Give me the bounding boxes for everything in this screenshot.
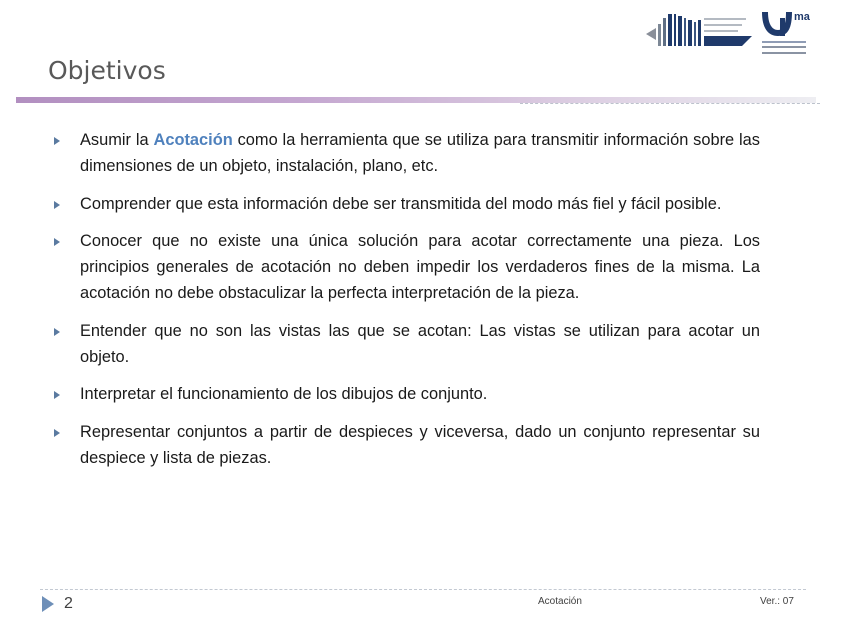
page-number: 2: [64, 595, 73, 612]
department-logo: [646, 10, 754, 50]
objective-item: [52, 319, 760, 371]
bullet-arrow-icon: [54, 201, 60, 209]
objective-text: Asumir la: [80, 131, 154, 149]
bullet-arrow-icon: [54, 429, 60, 437]
objective-text: Conocer que no existe una única solución para acotar correctamente una pieza. Los principios generales de acotación no deben impedir los verdaderos fines de la misma. La acotación no debe obstaculizar la perfecta interpretación de la pieza.: [80, 232, 760, 302]
bullet-arrow-icon: [54, 238, 60, 246]
footer-arrow-icon: [42, 596, 54, 612]
bullet-arrow-icon: [54, 328, 60, 336]
objective-text: Comprender que esta información debe ser transmitida del modo más fiel y fácil posible.: [80, 194, 722, 213]
objective-item: [52, 192, 760, 218]
university-logo: [758, 8, 810, 62]
title-dotted-line: [520, 103, 820, 104]
objective-item: [52, 382, 760, 408]
footer-topic: Acotación: [538, 596, 582, 607]
objective-item: [52, 420, 760, 472]
objective-item: [52, 229, 760, 306]
objective-text: como la herramienta que se utiliza para transmitir información sobre las dimensiones de un objeto, instalación, plano, etc.: [80, 131, 760, 175]
objective-text: Interpretar el funcionamiento de los dibujos de conjunto.: [80, 385, 488, 404]
bullet-arrow-icon: [54, 137, 60, 145]
footer-version: Ver.: 07: [760, 596, 794, 607]
bullet-arrow-icon: [54, 391, 60, 399]
objective-item: [52, 128, 760, 180]
objectives-list: [52, 128, 760, 484]
objective-text: Representar conjuntos a partir de despieces y viceversa, dado un conjunto representar su despiece y lista de piezas.: [80, 423, 760, 467]
svg-text:ma: ma: [794, 11, 810, 23]
footer-dotted-line: [40, 589, 806, 590]
slide-title: Objetivos: [48, 56, 166, 85]
objective-text: Entender que no son las vistas las que se acotan: Las vistas se utilizan para acotar un objeto.: [80, 321, 760, 366]
highlighted-term: Acotación: [153, 131, 233, 149]
